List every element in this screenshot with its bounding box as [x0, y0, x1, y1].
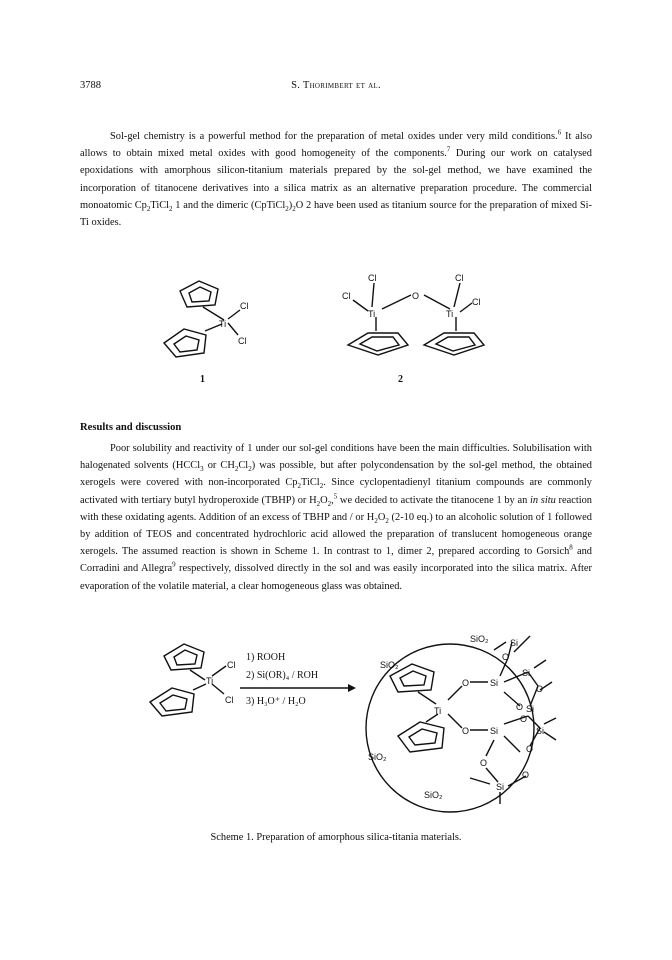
product-o-9: O — [522, 770, 530, 780]
c2-cl-right-top: Cl — [455, 273, 464, 283]
cp-ring-bottom — [164, 329, 206, 357]
scheme-figure — [0, 628, 672, 818]
c1-ti-label: Ti — [219, 319, 227, 329]
reactant-cp-bottom — [150, 688, 194, 716]
scheme-step-1: 1) ROOH — [246, 652, 286, 663]
c2-ti-left: Ti — [368, 309, 376, 319]
cp-ring-inner-top — [189, 287, 211, 302]
cp-ring-top — [180, 281, 218, 307]
product-o-5: O — [516, 702, 524, 712]
product-si-1: Si — [490, 678, 499, 688]
c2-ti-right: Ti — [446, 309, 454, 319]
reactant-cp-bottom-inner — [160, 695, 187, 711]
product-cp-bottom — [398, 722, 444, 752]
product-o-8: O — [526, 744, 534, 754]
product-o-2: O — [462, 726, 470, 736]
product-si-7: Si — [496, 782, 505, 792]
product-sio2-upper-left: SiO₂ — [380, 660, 399, 670]
product-o-7: O — [480, 758, 488, 768]
product-sio2-bottom: SiO₂ — [424, 790, 443, 800]
product-sio2-left: SiO₂ — [368, 752, 387, 762]
product-o-1: O — [462, 678, 470, 688]
scheme-step-2: 2) Si(OR)₄ / ROH — [246, 670, 319, 681]
product-o-3: O — [502, 652, 510, 662]
intro-paragraph: Sol-gel chemistry is a powerful method for the preparation of metal oxides under very mild conditions.$^6$ It also allows to obtain mixed metal oxides with good homogeneity of the components.$^7$ During our work on catalysed epoxidations with amorphous silicon-titanium materials prepared by the sol-gel method, we have examined the incorporation of titanocene derivatives into a silica matrix as an alternative preparation procedure. The commercial monoatomic $Cp_2TiCl_2$ 1 and the dimeric $(CpTiCl_2)_2O$ 2 have been used as titanium source for the preparation of mixed Si-Ti oxides. — [80, 128, 593, 229]
product-si-3: Si — [510, 638, 519, 648]
compound-2-number: 2 — [398, 374, 403, 385]
product-si-5: Si — [526, 704, 535, 714]
compound-1-number: 1 — [200, 374, 205, 385]
product-cp-bottom-inner — [409, 729, 437, 745]
product-cp-top-inner — [400, 671, 426, 686]
cp-ring-left-inner — [360, 337, 399, 351]
reactant-cl-label-b: Cl — [225, 695, 234, 705]
c1-cl-label-a: Cl — [240, 301, 249, 311]
reactant-cl-label-a: Cl — [227, 660, 236, 670]
cp-ring-right-inner — [436, 337, 475, 351]
cp-ring-inner-bottom — [174, 336, 199, 352]
results-paragraph: Poor solubility and reactivity of 1 under our sol-gel conditions have been the main difficulties. Solubilisation with halogenated solvents (HCCl$_3$ or $CH_2Cl_2$) was possible, but after polycondensation by the sol-gel method, the obtained xerogels were covered with non-incorporated $Cp_2TiCl_2$. Since cyclopentadienyl titanium compounds are commonly activated with tertiary butyl hydroperoxide (TBHP) or $H_2O_2,^5$ we decided to activate the titanocene 1 by an in situ reaction with these oxidating agents. Addition of an excess of TBHP and / or $H_2O_2$ (2-10 eq.) to an alcoholic solution of 1 followed by addition of TEOS and concentrated hydrochloric acid allowed the preparation of translucent homogeneous orange xerogels. The assumed reaction is shown in Scheme 1. In contrast to 1, dimer 2, prepared according to Gorsich$^8$ and Corradini and Allegra$^9$ respectively, dissolved directly in the sol and was easily incorporated into the silica matrix. After evaporation of the volatile material, a clear homogeneous glass was obtained. — [80, 443, 593, 592]
reactant-cp-top-inner — [174, 650, 197, 665]
scheme-step-3: 3) H₃O⁺ / H₂O — [246, 696, 306, 707]
c2-cl-left-top: Cl — [368, 273, 377, 283]
product-sio2-top: SiO₂ — [470, 634, 489, 644]
reactant-ti-label: Ti — [206, 676, 214, 686]
structures-figure — [0, 265, 672, 405]
product-o-6: O — [520, 714, 528, 724]
section-heading: Results and discussion — [80, 422, 182, 433]
page-number: 3788 — [80, 80, 101, 91]
c2-cl-right-side: Cl — [472, 297, 481, 307]
product-si-4: Si — [522, 668, 531, 678]
running-head: S. Thorimbert et al. — [291, 80, 381, 91]
reactant-cp-top — [164, 644, 204, 670]
product-si-2: Si — [490, 726, 499, 736]
product-o-4: O — [536, 684, 544, 694]
c2-o-bridge: O — [412, 291, 420, 301]
scheme-caption: Scheme 1. Preparation of amorphous silica-titania materials. — [210, 832, 462, 843]
c1-cl-label-b: Cl — [238, 336, 247, 346]
c2-cl-left-side: Cl — [342, 291, 351, 301]
product-ti-label: Ti — [434, 706, 442, 716]
product-si-6: Si — [536, 726, 545, 736]
